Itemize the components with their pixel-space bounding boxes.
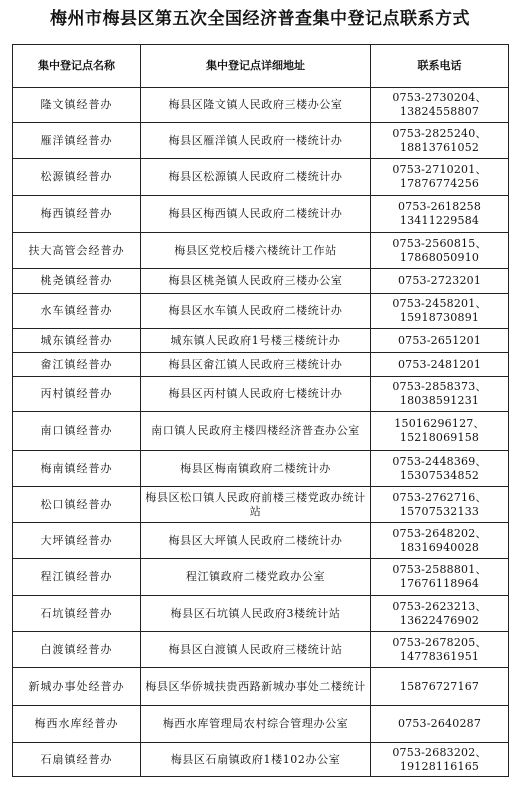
phone-number: 0753-2762716、 (392, 490, 487, 504)
cell-office-address: 梅县区党校后楼六楼统计工作站 (141, 233, 371, 269)
cell-office-address: 梅县区畲江镇人民政府三楼统计办 (141, 353, 371, 377)
cell-office-address: 梅县区梅南镇政府二楼统计办 (141, 451, 371, 487)
cell-office-address: 梅县区雁洋镇人民政府一楼统计办 (141, 123, 371, 159)
table-row (13, 706, 509, 743)
cell-phone (371, 377, 509, 412)
cell-office-name: 扶大高管会经普办 (13, 233, 141, 269)
cell-office-address: 梅县区白渡镇人民政府三楼统计站 (141, 632, 371, 668)
phone-number: 18813761052 (399, 140, 480, 154)
cell-phone (371, 233, 509, 269)
cell-office-name: 南口镇经普办 (13, 412, 141, 451)
table-row (13, 377, 509, 412)
cell-office-name: 城东镇经普办 (13, 329, 141, 353)
cell-office-name: 新城办事处经普办 (13, 668, 141, 706)
phone-number: 15918730891 (399, 311, 480, 324)
phone-number: 13622476902 (399, 613, 480, 627)
phone-number: 0753-2678205、 (392, 635, 487, 649)
table-row (13, 159, 509, 196)
phone-number: 19128116165 (399, 759, 480, 773)
cell-office-address: 梅县区水车镇人民政府二楼统计办 (141, 294, 371, 329)
cell-phone (371, 123, 509, 159)
phone-number: 0753-2651201 (397, 333, 482, 347)
phone-number: 0753-2648202、 (392, 526, 487, 540)
cell-office-name: 隆文镇经普办 (13, 88, 141, 123)
cell-office-name: 雁洋镇经普办 (13, 123, 141, 159)
cell-office-name: 畲江镇经普办 (13, 353, 141, 377)
phone-number: 13411229584 (399, 214, 480, 227)
table-row (13, 743, 509, 777)
phone-number: 0753-2458201、 (392, 297, 487, 310)
phone-number: 0753-2640287 (397, 717, 482, 730)
cell-office-name: 白渡镇经普办 (13, 632, 141, 668)
table-row (13, 596, 509, 632)
table-row (13, 233, 509, 269)
cell-phone (371, 88, 509, 123)
cell-phone (371, 412, 509, 451)
phone-number: 18038591231 (399, 394, 480, 407)
header-phone: 联系电话 (371, 45, 509, 88)
cell-phone (371, 451, 509, 487)
phone-number: 0753-2858373、 (392, 380, 487, 393)
table-row (13, 329, 509, 353)
table-body (13, 88, 509, 777)
cell-phone (371, 632, 509, 668)
table-row (13, 123, 509, 159)
phone-number: 15307534852 (399, 468, 480, 482)
cell-phone (371, 159, 509, 196)
cell-office-address: 梅县区松口镇人民政府前楼三楼党政办统计站 (141, 487, 371, 523)
cell-office-address: 梅县区华侨城扶贵西路新城办事处二楼统计 (141, 668, 371, 706)
cell-office-name: 大坪镇经普办 (13, 523, 141, 559)
phone-number: 0753-2825240、 (392, 126, 487, 140)
header-address: 集中登记点详细地址 (141, 45, 371, 88)
cell-phone (371, 329, 509, 353)
phone-number: 0753-2723201 (397, 274, 482, 287)
cell-office-name: 松源镇经普办 (13, 159, 141, 196)
phone-number: 13824558807 (399, 105, 480, 118)
cell-phone (371, 706, 509, 743)
cell-office-name: 梅南镇经普办 (13, 451, 141, 487)
phone-number: 0753-2623213、 (392, 599, 487, 613)
cell-office-address: 梅县区隆文镇人民政府三楼办公室 (141, 88, 371, 123)
cell-office-address: 梅县区桃尧镇人民政府三楼办公室 (141, 269, 371, 294)
cell-office-address: 程江镇政府二楼党政办公室 (141, 559, 371, 596)
table-row (13, 353, 509, 377)
header-name: 集中登记点名称 (13, 45, 141, 88)
cell-office-name: 桃尧镇经普办 (13, 269, 141, 294)
phone-number: 17676118964 (399, 577, 480, 590)
cell-office-address: 梅县区梅西镇人民政府二楼统计办 (141, 196, 371, 233)
table-row (13, 451, 509, 487)
cell-phone (371, 743, 509, 777)
phone-number: 0753-2448369、 (392, 454, 487, 468)
cell-phone (371, 668, 509, 706)
phone-number: 17868050910 (399, 250, 480, 264)
cell-phone (371, 523, 509, 559)
cell-office-name: 程江镇经普办 (13, 559, 141, 596)
table-row (13, 668, 509, 706)
cell-office-address: 梅县区丙村镇人民政府七楼统计办 (141, 377, 371, 412)
phone-number: 15016296127、 (394, 417, 485, 430)
cell-office-address: 梅县区大坪镇人民政府二楼统计办 (141, 523, 371, 559)
phone-number: 15218069158 (399, 431, 480, 444)
contact-table (12, 44, 509, 777)
phone-number: 0753-2618258 (397, 200, 482, 213)
cell-office-address: 梅县区石坑镇人民政府3楼统计站 (141, 596, 371, 632)
phone-number: 0753-2710201、 (392, 163, 487, 176)
cell-office-address: 南口镇人民政府主楼四楼经济普查办公室 (141, 412, 371, 451)
cell-phone (371, 196, 509, 233)
phone-number: 0753-2588801、 (392, 563, 487, 576)
phone-number: 0753-2481201 (397, 357, 482, 371)
cell-phone (371, 269, 509, 294)
cell-office-name: 水车镇经普办 (13, 294, 141, 329)
table-row (13, 88, 509, 123)
cell-office-name: 梅西水库经普办 (13, 706, 141, 743)
phone-number: 0753-2683202、 (392, 745, 487, 759)
cell-office-name: 松口镇经普办 (13, 487, 141, 523)
cell-phone (371, 596, 509, 632)
table-row (13, 559, 509, 596)
cell-phone (371, 294, 509, 329)
cell-office-name: 石坑镇经普办 (13, 596, 141, 632)
cell-office-address: 梅县区松源镇人民政府二楼统计办 (141, 159, 371, 196)
phone-number: 0753-2730204、 (392, 91, 487, 104)
table-row (13, 412, 509, 451)
cell-phone (371, 559, 509, 596)
phone-number: 15876727167 (399, 679, 480, 693)
cell-office-address: 梅县区石扇镇政府1楼102办公室 (141, 743, 371, 777)
cell-office-address: 城东镇人民政府1号楼三楼统计办 (141, 329, 371, 353)
table-row (13, 523, 509, 559)
phone-number: 15707532133 (399, 504, 480, 518)
document-title: 梅州市梅县区第五次全国经济普查集中登记点联系方式 (50, 9, 470, 29)
table-header-row (13, 45, 509, 88)
cell-office-name: 丙村镇经普办 (13, 377, 141, 412)
table-row (13, 632, 509, 668)
cell-phone (371, 353, 509, 377)
phone-number: 17876774256 (399, 177, 480, 190)
phone-number: 14778361951 (399, 649, 480, 663)
cell-office-name: 石扇镇经普办 (13, 743, 141, 777)
table-row (13, 487, 509, 523)
table-row (13, 294, 509, 329)
phone-number: 18316940028 (399, 540, 480, 554)
cell-office-address: 梅西水库管理局农村综合管理办公室 (141, 706, 371, 743)
table-row (13, 196, 509, 233)
phone-number: 0753-2560815、 (392, 236, 487, 250)
cell-office-name: 梅西镇经普办 (13, 196, 141, 233)
cell-phone (371, 487, 509, 523)
table-row (13, 269, 509, 294)
